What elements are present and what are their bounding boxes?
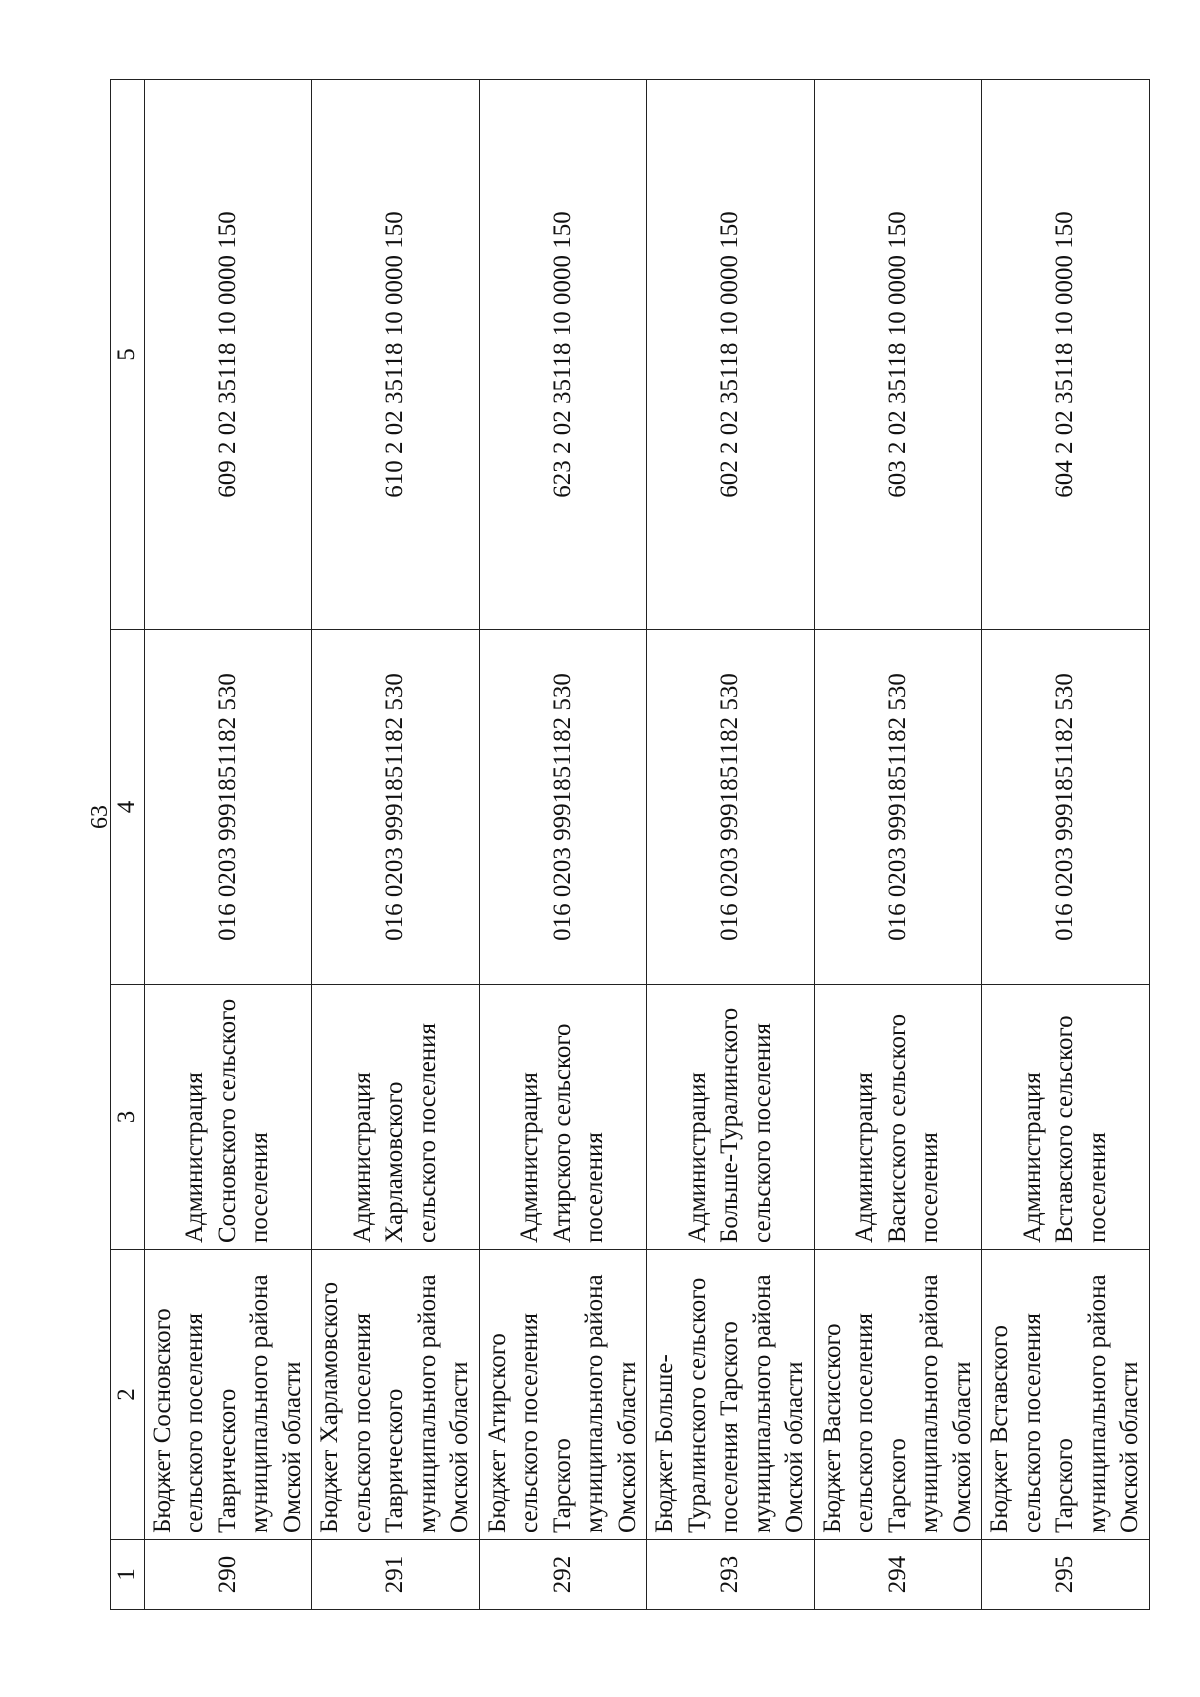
- table-row: [479, 80, 647, 1610]
- row-number: 295: [982, 1540, 1150, 1610]
- column-header-3: 3: [111, 985, 145, 1250]
- expenditure-code: 016 0203 9991851182 530: [647, 630, 815, 985]
- administrator-name: Администрация Васисского сельского поселения: [814, 985, 982, 1250]
- expenditure-code: 016 0203 9991851182 530: [982, 630, 1150, 985]
- revenue-code: 623 2 02 35118 10 0000 150: [479, 80, 647, 630]
- column-header-5: 5: [111, 80, 145, 630]
- budget-name: Бюджет Харламовского сельского поселения Таврического муниципального района Омской области: [312, 1250, 480, 1540]
- administrator-name: Администрация Больше-Туралинского сельского поселения: [647, 985, 815, 1250]
- administrator-name: Администрация Атирского сельского поселения: [479, 985, 647, 1250]
- revenue-code: 604 2 02 35118 10 0000 150: [982, 80, 1150, 630]
- expenditure-code: 016 0203 9991851182 530: [479, 630, 647, 985]
- column-header-1: 1: [111, 1540, 145, 1610]
- budget-name: Бюджет Больше-Туралинского сельского поселения Тарского муниципального района Омской области: [647, 1250, 815, 1540]
- row-number: 292: [479, 1540, 647, 1610]
- budget-name: Бюджет Сосновского сельского поселения Таврического муниципального района Омской области: [144, 1250, 312, 1540]
- table-row: [144, 80, 312, 1610]
- table-row: [647, 80, 815, 1610]
- table-row: [814, 80, 982, 1610]
- administrator-name: Администрация Харламовского сельского поселения: [312, 985, 480, 1250]
- table-row: [982, 80, 1150, 1610]
- row-number: 293: [647, 1540, 815, 1610]
- budget-name: Бюджет Васисского сельского поселения Тарского муниципального района Омской области: [814, 1250, 982, 1540]
- budget-name: Бюджет Атирского сельского поселения Тарского муниципального района Омской области: [479, 1250, 647, 1540]
- table-row: [312, 80, 480, 1610]
- column-header-4: 4: [111, 630, 145, 985]
- table-rotated-container: [110, 80, 1200, 1610]
- column-header-2: 2: [111, 1250, 145, 1540]
- budget-name: Бюджет Вставского сельского поселения Тарского муниципального района Омской области: [982, 1250, 1150, 1540]
- header-row: [111, 80, 145, 1610]
- administrator-name: Администрация Сосновского сельского поселения: [144, 985, 312, 1250]
- revenue-code: 603 2 02 35118 10 0000 150: [814, 80, 982, 630]
- expenditure-code: 016 0203 9991851182 530: [144, 630, 312, 985]
- administrator-name: Администрация Вставского сельского поселения: [982, 985, 1150, 1250]
- revenue-code: 610 2 02 35118 10 0000 150: [312, 80, 480, 630]
- expenditure-code: 016 0203 9991851182 530: [814, 630, 982, 985]
- row-number: 294: [814, 1540, 982, 1610]
- page-number: 63: [87, 805, 113, 829]
- row-number: 291: [312, 1540, 480, 1610]
- row-number: 290: [144, 1540, 312, 1610]
- expenditure-code: 016 0203 9991851182 530: [312, 630, 480, 985]
- revenue-code: 609 2 02 35118 10 0000 150: [144, 80, 312, 630]
- revenue-code: 602 2 02 35118 10 0000 150: [647, 80, 815, 630]
- registry-table: [110, 79, 1150, 1610]
